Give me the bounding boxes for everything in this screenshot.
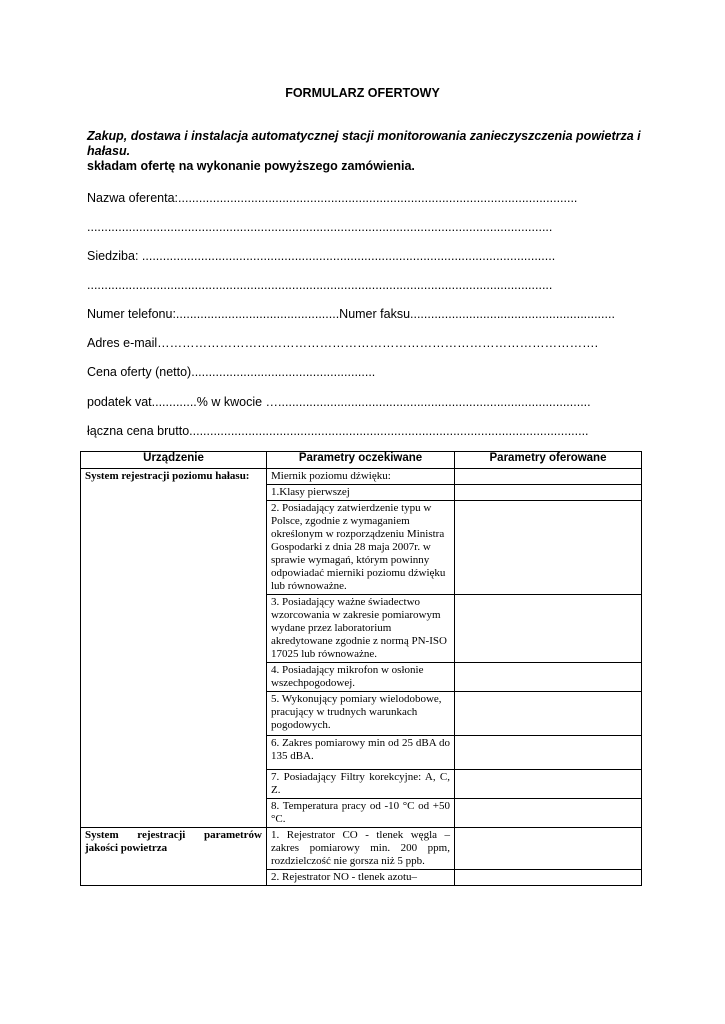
parameters-table <box>80 451 642 886</box>
expected-param-cell: 8. Temperatura pracy od -10 °C od +50 °C. <box>267 799 455 828</box>
order-subject: Zakup, dostawa i instalacja automatycznej stacji monitorowania zanieczyszczenia powietrza i hałasu. <box>87 129 641 158</box>
expected-param-cell: 4. Posiadający mikrofon w osłonie wszechpogodowej. <box>267 663 455 692</box>
expected-param-cell: 1.Klasy pierwszej <box>267 485 455 501</box>
oferent-name-field[interactable]: Nazwa oferenta:................................................................................................................... <box>87 191 578 205</box>
offer-statement: składam ofertę na wykonanie powyższego zamówienia. <box>87 159 415 173</box>
expected-param-cell: 3. Posiadający ważne świadectwo wzorcowania w zakresie pomiarowym wydane przez laboratorium akredytowane zgodnie z normą PN-ISO 17025 lub równoważne. <box>267 595 455 663</box>
offered-param-cell[interactable] <box>455 799 642 828</box>
device-cell-noise: System rejestracji poziomu hałasu: <box>81 469 267 828</box>
device-cell-air-quality: System rejestracji parametrów jakości powietrza <box>81 828 267 886</box>
table-row <box>81 828 642 870</box>
offered-param-cell[interactable] <box>455 770 642 799</box>
expected-param-cell: Miernik poziomu dźwięku: <box>267 469 455 485</box>
net-price-field[interactable]: Cena oferty (netto)..................................................... <box>87 365 376 379</box>
offered-param-cell[interactable] <box>455 485 642 501</box>
seat-continuation[interactable]: ...................................................................................................................................... <box>87 278 553 292</box>
header-device: Urządzenie <box>81 452 267 469</box>
offered-param-cell[interactable] <box>455 828 642 870</box>
phone-fax-field[interactable]: Numer telefonu:...............................................Numer faksu........................................................... <box>87 307 615 321</box>
vat-field[interactable]: podatek vat.............% w kwocie ….......................................................................................... <box>87 395 591 409</box>
offered-param-cell[interactable] <box>455 870 642 886</box>
expected-param-cell: 2. Posiadający zatwierdzenie typu w Polsce, zgodnie z wymaganiem określonym w rozporządzeniu Ministra Gospodarki z dnia 28 maja 2007r. w sprawie wymagań, którym powinny odpowiadać mierniki poziomu dźwięku lub równoważne. <box>267 501 455 595</box>
offered-param-cell[interactable] <box>455 595 642 663</box>
offered-param-cell[interactable] <box>455 692 642 736</box>
table-row <box>81 469 642 485</box>
offered-param-cell[interactable] <box>455 736 642 770</box>
offered-param-cell[interactable] <box>455 663 642 692</box>
offered-param-cell[interactable] <box>455 469 642 485</box>
offered-param-cell[interactable] <box>455 501 642 595</box>
oferent-name-continuation[interactable]: ...................................................................................................................................... <box>87 220 553 234</box>
expected-param-cell: 5. Wykonujący pomiary wielodobowe, pracujący w trudnych warunkach pogodowych. <box>267 692 455 736</box>
gross-price-field[interactable]: łączna cena brutto................................................................................................................... <box>87 424 589 438</box>
header-offered: Parametry oferowane <box>455 452 642 469</box>
seat-field[interactable]: Siedziba: ....................................................................................................................... <box>87 249 556 263</box>
header-expected: Parametry oczekiwane <box>267 452 455 469</box>
expected-param-cell: 6. Zakres pomiarowy min od 25 dBA do 135 dBA. <box>267 736 455 770</box>
expected-param-cell: 2. Rejestrator NO - tlenek azotu– <box>267 870 455 886</box>
expected-param-cell: 1. Rejestrator CO - tlenek węgla – zakres pomiarowy min. 200 ppm, rozdzielczość nie gorsza niż 5 ppb. <box>267 828 455 870</box>
form-title: FORMULARZ OFERTOWY <box>285 86 440 100</box>
expected-param-cell: 7. Posiadający Filtry korekcyjne: A, C, Z. <box>267 770 455 799</box>
table-header-row <box>81 452 642 469</box>
email-field[interactable]: Adres e-mail……………………………………………………………………………………………. <box>87 336 599 350</box>
